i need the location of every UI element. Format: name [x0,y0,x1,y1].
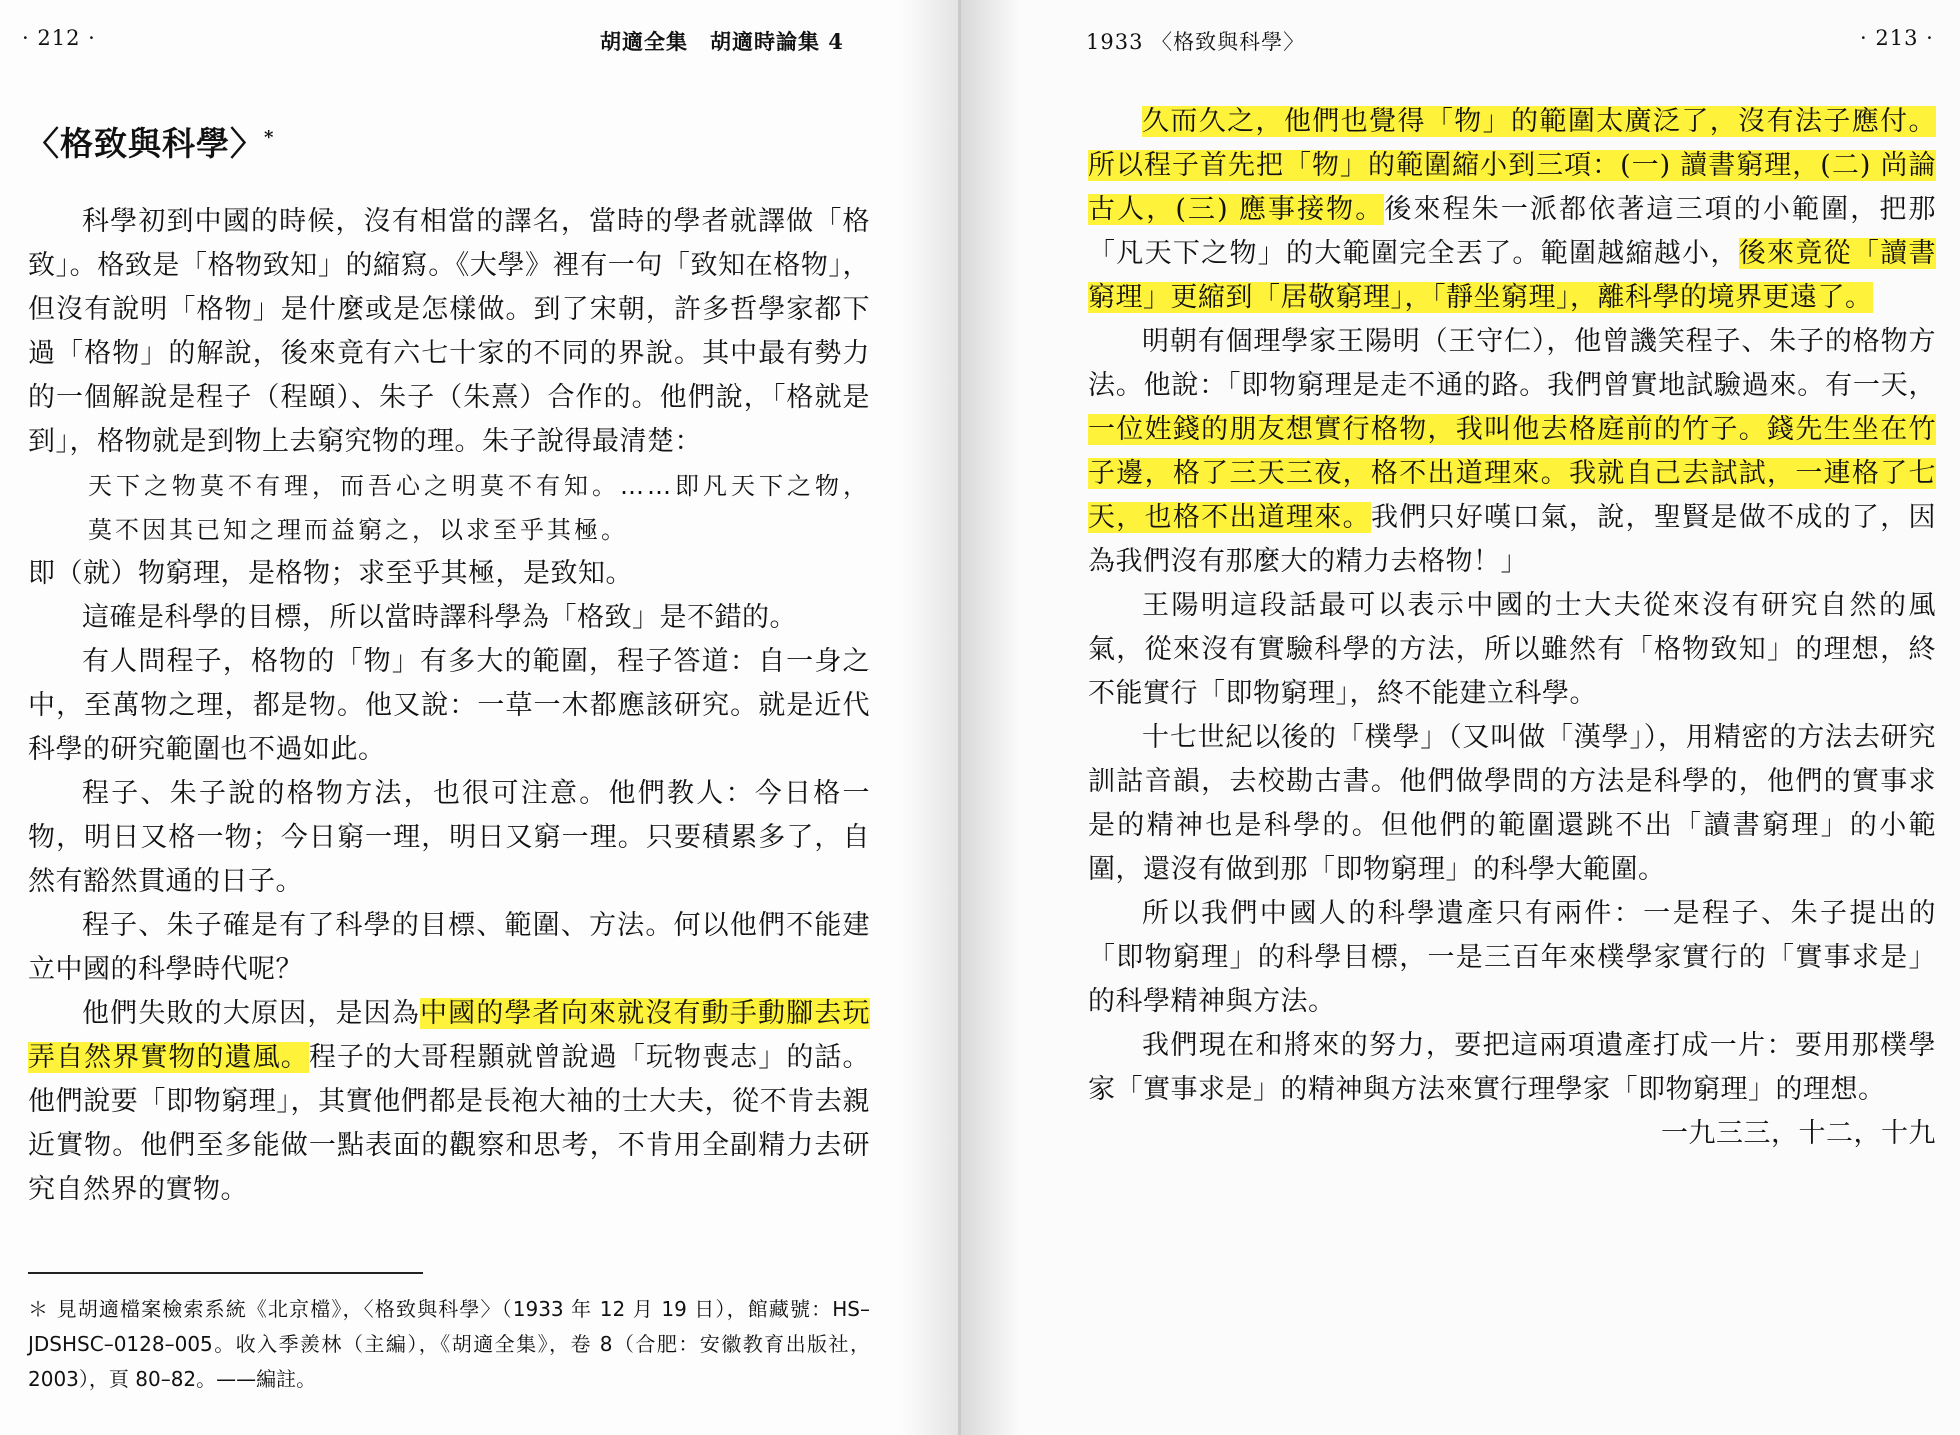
highlighted-text: 中國的學者向來就沒有動手動腳去玩弄自然界實物的遺風。 [28,998,870,1073]
text-run: 後來程朱一派都依著這三項的小範圍，把那「凡天下之物」的大範圍完全丟了。範圍越縮越小， [1088,194,1936,269]
page-number-right: · 213 · [1860,26,1934,50]
paragraph: 即（就）物窮理，是格物；求至乎其極，是致知。 [28,558,633,589]
title-footnote-mark: * [264,127,275,148]
text-run: 我們只好嘆口氣，說，聖賢是做不成的了，因為我們沒有那麼大的精力去格物！」 [1088,502,1937,577]
page-number-left: · 212 · [22,26,96,50]
text-run: 他們失敗的大原因，是因為 [82,998,420,1029]
paragraph-highlighted [1088,100,1936,320]
left-body-text [28,200,870,1212]
left-page [0,0,960,1435]
article-title-text: 〈格致與科學〉 [26,124,264,163]
paragraph-highlighted [28,992,870,1212]
paragraph: 這確是科學的目標，所以當時譯科學為「格致」是不錯的。 [82,602,797,633]
article-title [26,118,274,165]
text-run: 明朝有個理學家王陽明（王守仁），他曾譏笑程子、朱子的格物方法。他說：「即物窮理是走不通的路。我們曾實地試驗過來。有一天， [1088,326,1936,401]
text-run: 程子的大哥程顥就曾說過「玩物喪志」的話。他們說要「即物窮理」，其實他們都是長袍大袖的士大夫，從不肯去親近實物。他們至多能做一點表面的觀察和思考，不肯用全副精力去研究自然界的實物。 [28,1042,871,1205]
footnote-divider [28,1272,423,1274]
book-spine [958,0,961,1435]
paragraph: 程子、朱子說的格物方法，也很可注意。他們教人：今日格一物，明日又格一物；今日窮一理，明日又窮一理。只要積累多了，自然有豁然貫通的日子。 [28,778,870,897]
article-date: 一九三三，十二，十九 [1661,1118,1936,1149]
paragraph: 有人問程子，格物的「物」有多大的範圍，程子答道：自一身之中，至萬物之理，都是物。他又說：一草一木都應該研究。就是近代科學的研究範圍也不過如此。 [28,646,870,765]
paragraph: 我們現在和將來的努力，要把這兩項遺產打成一片：要用那樸學家「實事求是」的精神與方法來實行理學家「即物窮理」的理想。 [1088,1030,1936,1105]
paragraph: 科學初到中國的時候，沒有相當的譯名，當時的學者就譯做「格致」。格致是「格物致知」的縮寫。《大學》裡有一句「致知在格物」，但沒有說明「格物」是什麼或是怎樣做。到了宋朝，許多哲學家都下過「格物」的解說，後來竟有六七十家的不同的界說。其中最有勢力的一個解說是程子（程頤）、朱子（朱熹）合作的。他們說，「格就是到」，格物就是到物上去窮究物的理。朱子說得最清楚： [28,206,870,457]
running-head-right: 1933 〈格致與科學〉 [1086,30,1306,54]
paragraph: 十七世紀以後的「樸學」（又叫做「漢學」），用精密的方法去研究訓詁音韻，去校勘古書。他們做學問的方法是科學的，他們的實事求是的精神也是科學的。但他們的範圍還跳不出「讀書窮理」的小範圍，還沒有做到那「即物窮理」的科學大範圍。 [1088,722,1936,885]
block-quote: 天下之物莫不有理，而吾心之明莫不有知。……即凡天下之物，莫不因其已知之理而益窮之，以求至乎其極。 [88,472,870,544]
gutter-shadow-left [900,0,960,1435]
highlighted-text: 久而久之，他們也覺得「物」的範圍太廣泛了，沒有法子應付。所以程子首先把「物」的範圍縮小到三項：(一) 讀書窮理，(二) 尚論古人，(三) 應事接物。 [1088,106,1936,225]
paragraph: 所以我們中國人的科學遺產只有兩件：一是程子、朱子提出的「即物窮理」的科學目標，一是三百年來樸學家實行的「實事求是」的科學精神與方法。 [1088,898,1936,1017]
running-head-left: 胡適全集 胡適時論集 4 [600,29,844,54]
gutter-shadow-right [960,0,1020,1435]
highlighted-text: 一位姓錢的朋友想實行格物，我叫他去格庭前的竹子。錢先生坐在竹子邊，格了三天三夜，格不出道理來。我就自己去試試，一連格了七天，也格不出道理來。 [1088,414,1936,533]
paragraph-highlighted [1088,320,1936,584]
paragraph: 程子、朱子確是有了科學的目標、範圍、方法。何以他們不能建立中國的科學時代呢？ [28,910,870,985]
footnote: ＊ 見胡適檔案檢索系統《北京檔》，〈格致與科學〉（1933 年 12 月 19 日），館藏號：HS–JDSHSC–0128–005。收入季羨林（主編），《胡適全集》，卷 8（合肥：安徽教育出版社，2003），頁 80–82。——編註。 [28,1297,870,1391]
right-body-text [1088,100,1936,1156]
paragraph: 王陽明這段話最可以表示中國的士大夫從來沒有研究自然的風氣，從來沒有實驗科學的方法，所以雖然有「格物致知」的理想，終不能實行「即物窮理」，終不能建立科學。 [1088,590,1936,709]
highlighted-text: 後來竟從「讀書窮理」更縮到「居敬窮理」，「靜坐窮理」，離科學的境界更遠了。 [1088,238,1937,313]
